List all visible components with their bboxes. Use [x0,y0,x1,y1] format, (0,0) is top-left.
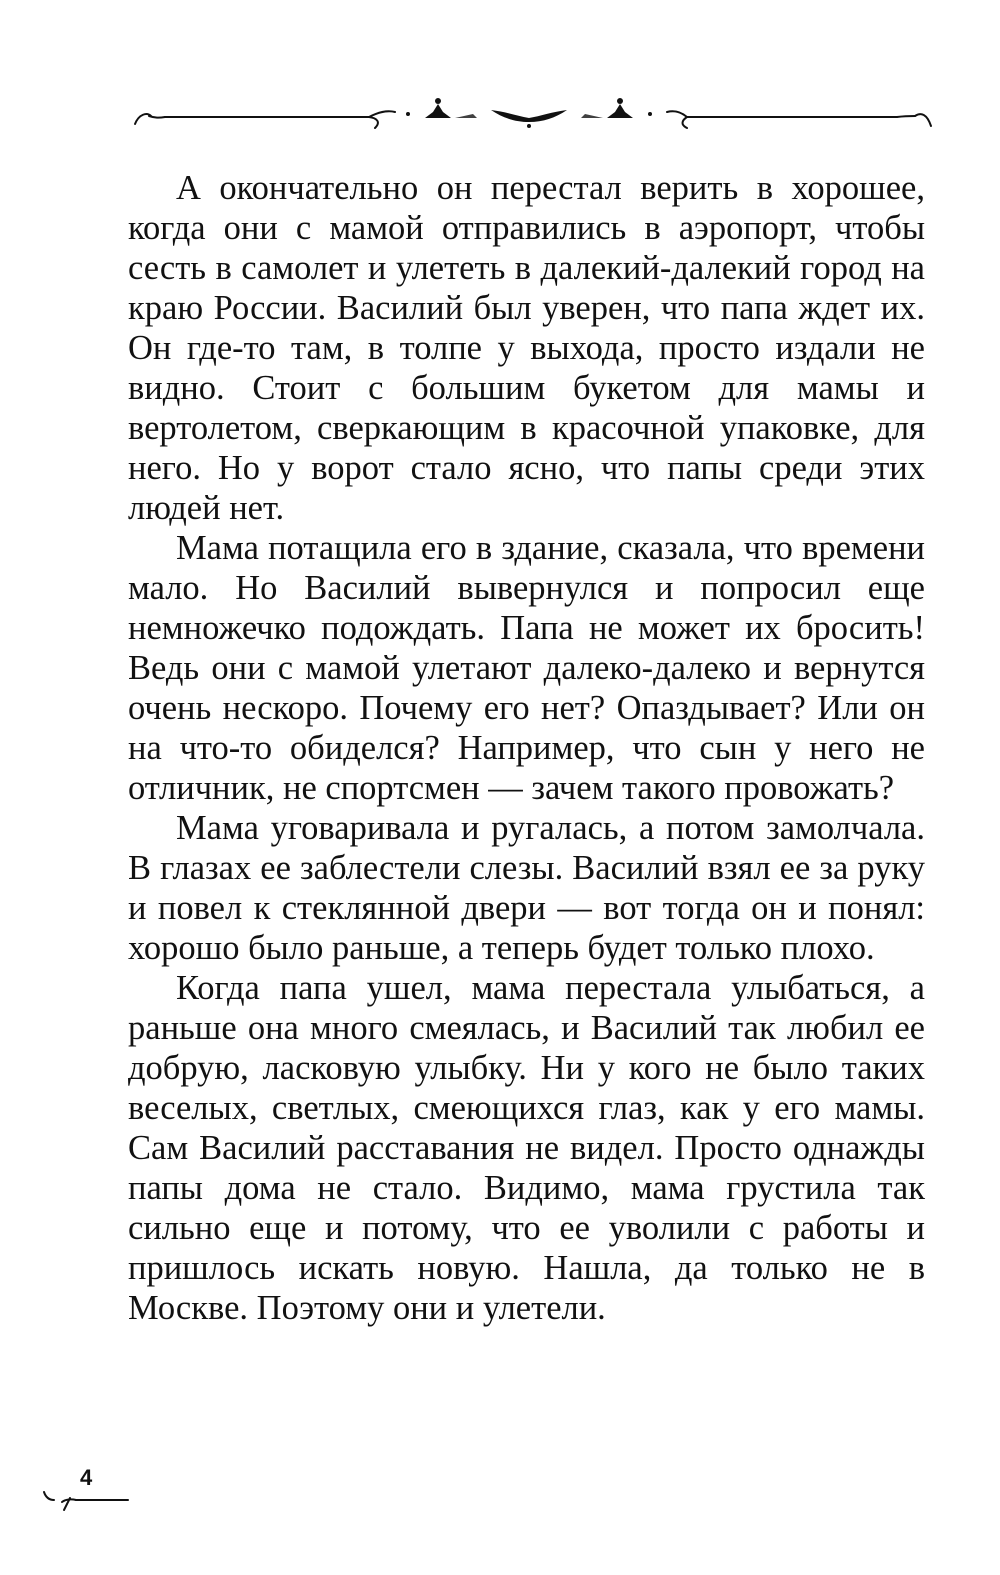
paragraph-2: Мама потащила его в здание, сказала, что времени мало. Но Василий вывернулся и попросил еще немножечко подождать. Папа не может их бросить! Ведь они с мамой улетают далеко-далеко и вернутся очень нескоро. Почему его нет? Опаздывает? Или он на что-то обиделся? Например, что сын у него не отличник, не спортсмен — зачем такого провожать? [128,529,925,807]
paragraph-1: А окончательно он перестал верить в хорошее, когда они с мамой отправились в аэропорт, чтобы сесть в самолет и улететь в далекий-далекий город на краю России. Василий был уверен, что папа ждет их. Он где-то там, в толпе у выхода, просто издали не видно. Стоит с большим букетом для мамы и вертолетом, сверкающим в красочной упаковке, для него. Но у ворот стало ясно, что папы среди этих людей нет. [128,169,925,527]
page-number: 4 [80,1465,93,1490]
paragraph-3: Мама уговаривала и ругалась, а потом замолчала. В глазах ее заблестели слезы. Василий взял ее за руку и повел к стеклянной двери — вот тогда он и понял: хорошо было раньше, а теперь будет только плохо. [128,809,925,967]
paragraph-4: Когда папа ушел, мама перестала улыбаться, а раньше она много смеялась, и Василий так любил ее добрую, ласковую улыбку. Ни у кого не было таких веселых, светлых, смеющихся глаз, как у его мамы. Сам Василий расставания не видел. Просто однажды папы дома не стало. Видимо, мама грустила так сильно еще и потому, что ее уволили с работы и пришлось искать новую. Нашла, да только не в Москве. Поэтому они и улетели. [128,969,925,1327]
body-text [128,168,925,1328]
footer-ornament-icon [40,1490,132,1520]
header-ornament-icon [125,88,937,136]
